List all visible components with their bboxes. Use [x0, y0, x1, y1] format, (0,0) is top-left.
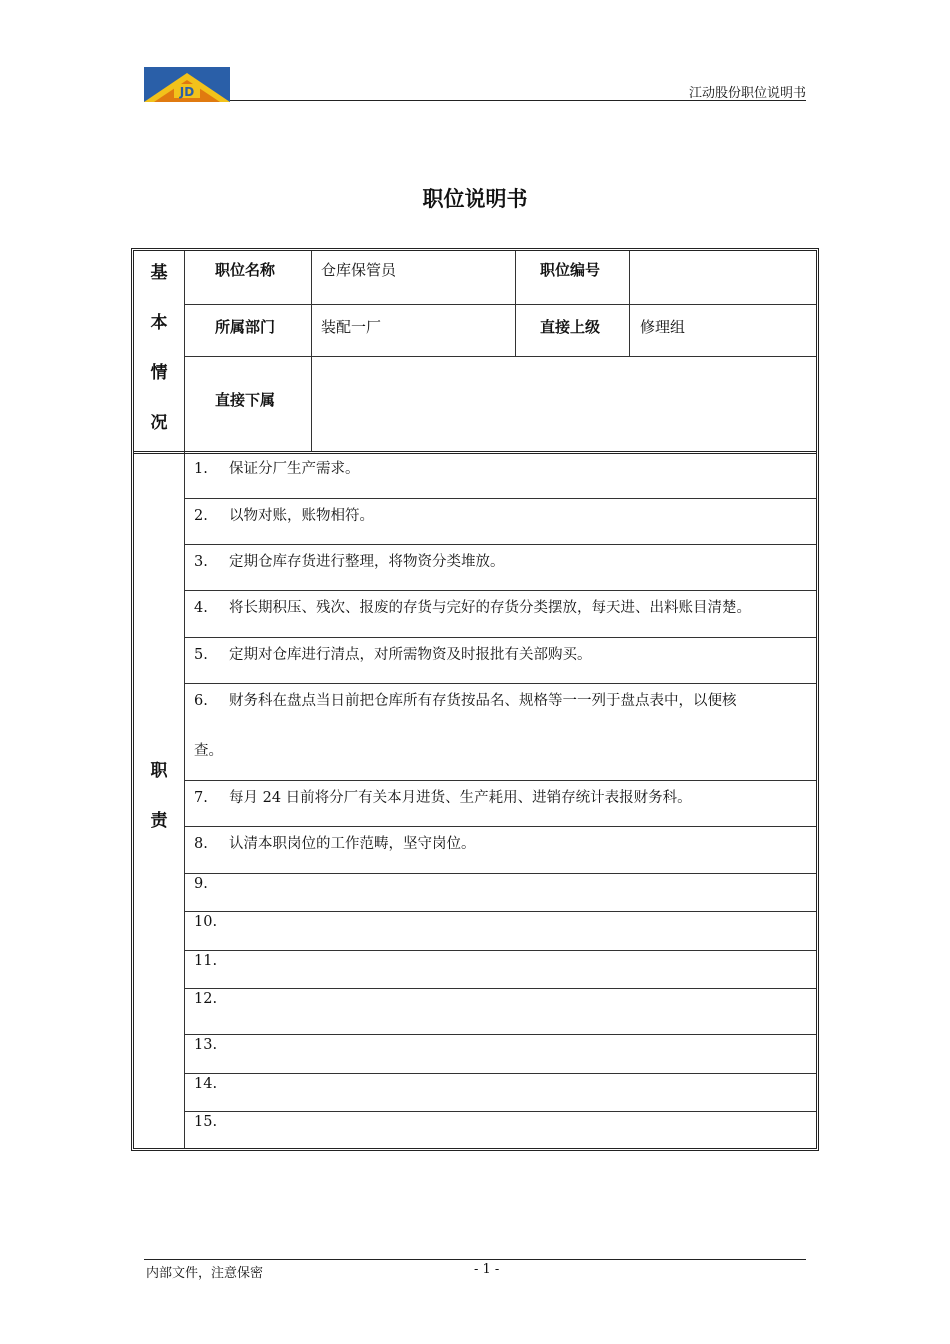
- section-label-duties-1: 职: [150, 761, 168, 781]
- confidential-note: 内部文件，注意保密: [146, 1266, 264, 1281]
- duty-number: 7.: [194, 790, 208, 806]
- duty-number: 9.: [194, 876, 208, 892]
- column-divider: [311, 251, 312, 451]
- duty-number: 3.: [194, 554, 208, 570]
- duty-text: 定期仓库存货进行整理，将物资分类堆放。: [229, 554, 505, 570]
- position-no-label: 职位编号: [540, 261, 601, 279]
- duty-item: [194, 643, 592, 664]
- section-label-basic-2: 本: [150, 313, 168, 333]
- duty-number: 12.: [194, 991, 218, 1007]
- duty-item: [194, 991, 229, 1007]
- row-divider: [184, 1034, 816, 1035]
- duty-item: [194, 914, 229, 930]
- duty-text: 财务科在盘点当日前把仓库所有存货按品名、规格等一一列于盘点表中，以便核: [229, 693, 737, 709]
- row-divider: [184, 1073, 816, 1074]
- section-label-basic-1: 基: [150, 263, 168, 283]
- row-divider: [184, 1111, 816, 1112]
- dept-value: 装配一厂: [321, 318, 382, 336]
- position-name-label: 职位名称: [215, 261, 276, 279]
- duty-number: 15.: [194, 1114, 218, 1130]
- duty-number: 5.: [194, 647, 208, 663]
- row-divider: [184, 637, 816, 638]
- duty-number: 6.: [194, 693, 208, 709]
- logo-text: JD: [179, 85, 195, 99]
- duty-item-continuation: 查。: [194, 743, 223, 759]
- duty-number: 1.: [194, 461, 208, 477]
- superior-value: 修理组: [640, 318, 686, 336]
- dept-label: 所属部门: [215, 318, 276, 336]
- row-divider: [184, 590, 816, 591]
- duty-number: 8.: [194, 836, 208, 852]
- row-divider: [184, 304, 816, 305]
- duty-item: [194, 786, 692, 807]
- duty-item: [194, 504, 374, 525]
- duty-number: 4.: [194, 600, 208, 616]
- duty-item: [194, 1076, 229, 1092]
- duty-item: [194, 832, 476, 853]
- superior-label: 直接上级: [540, 318, 601, 336]
- row-divider: [184, 498, 816, 499]
- page-number: - 1 -: [474, 1262, 500, 1277]
- duty-item: [194, 689, 737, 710]
- company-logo: [144, 67, 230, 102]
- row-divider: [184, 544, 816, 545]
- header-title: 江动股份职位说明书: [688, 86, 806, 101]
- section-label-basic-3: 情: [150, 363, 168, 383]
- row-divider: [184, 911, 816, 912]
- duty-item: [194, 1037, 229, 1053]
- row-divider: [184, 826, 816, 827]
- duty-item: [194, 550, 505, 571]
- row-divider: [184, 356, 816, 357]
- row-divider: [184, 950, 816, 951]
- duty-item: [194, 596, 751, 617]
- row-divider: [184, 873, 816, 874]
- duty-text: 定期对仓库进行清点，对所需物资及时报批有关部购买。: [229, 647, 592, 663]
- duty-number: 11.: [194, 953, 218, 969]
- duty-text: 将长期积压、残次、报废的存货与完好的存货分类摆放，每天进、出料账目清楚。: [229, 600, 751, 616]
- duty-item: [194, 457, 360, 478]
- duty-item: [194, 876, 229, 892]
- duty-text: 以物对账，账物相符。: [229, 508, 374, 524]
- duty-text: 认清本职岗位的工作范畴，坚守岗位。: [229, 836, 476, 852]
- footer-divider: [144, 1259, 806, 1260]
- row-divider: [184, 780, 816, 781]
- duty-number: 13.: [194, 1037, 218, 1053]
- subordinate-label: 直接下属: [215, 391, 276, 409]
- section-divider: [134, 451, 816, 454]
- duty-text: 保证分厂生产需求。: [229, 461, 360, 477]
- duty-number: 10.: [194, 914, 218, 930]
- column-divider: [184, 251, 185, 1148]
- position-name-value: 仓库保管员: [321, 261, 397, 279]
- section-label-basic-4: 况: [150, 413, 168, 433]
- duty-item: [194, 953, 229, 969]
- duty-number: 14.: [194, 1076, 218, 1092]
- row-divider: [184, 683, 816, 684]
- duty-number: 2.: [194, 508, 208, 524]
- page-title: 职位说明书: [422, 187, 528, 211]
- row-divider: [184, 988, 816, 989]
- duty-text: 每月 24 日前将分厂有关本月进货、生产耗用、进销存统计表报财务科。: [229, 790, 692, 806]
- duty-item: [194, 1114, 229, 1130]
- section-label-duties-2: 责: [150, 811, 168, 831]
